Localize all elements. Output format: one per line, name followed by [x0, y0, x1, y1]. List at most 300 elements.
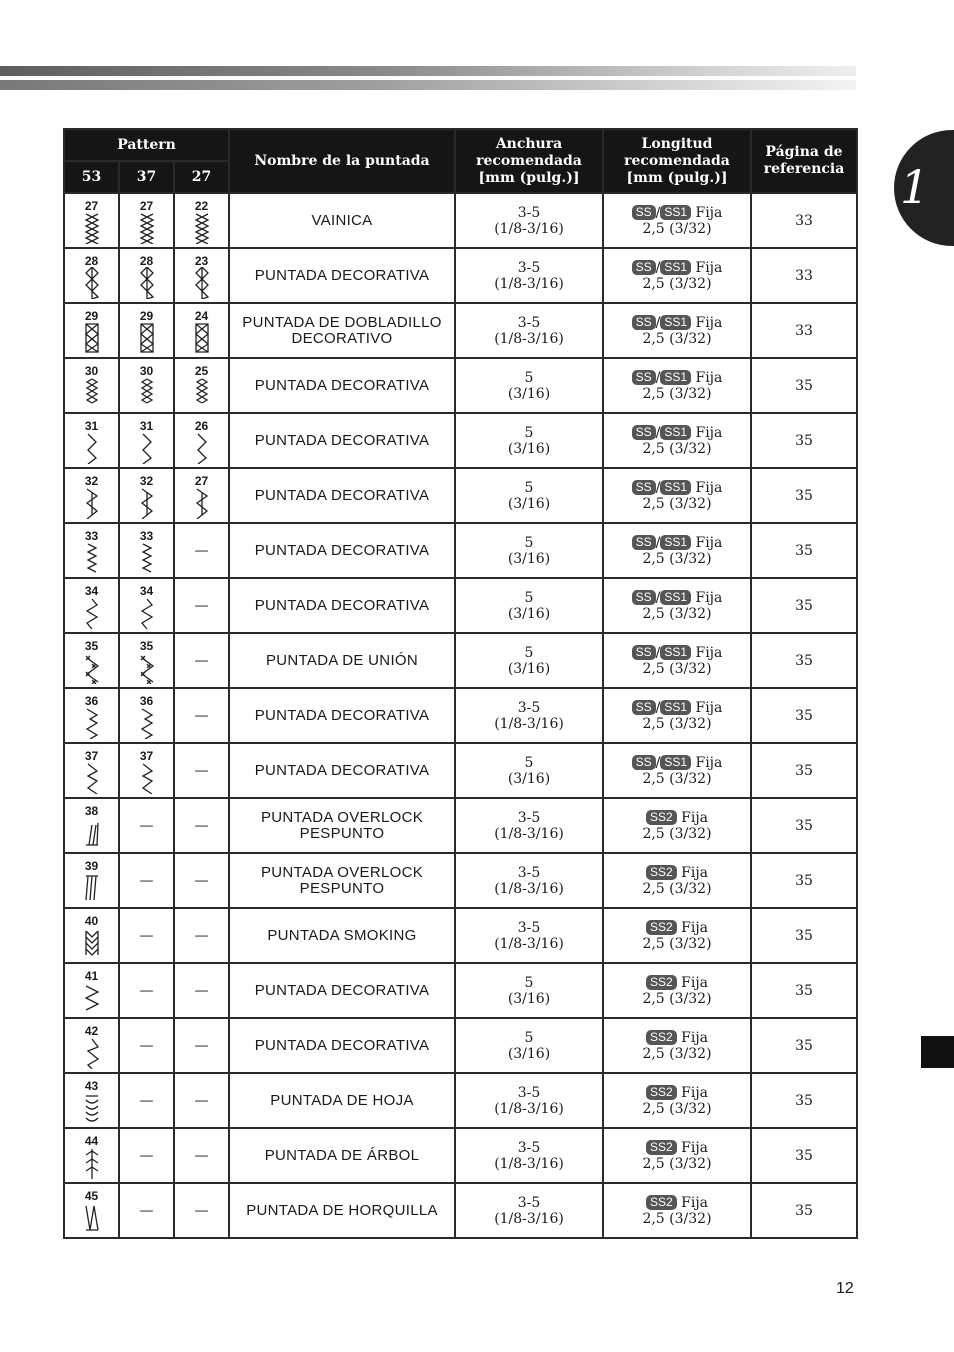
length-cell	[603, 743, 751, 798]
stitch-name: PUNTADA DECORATIVA	[229, 358, 455, 413]
presser-foot-badge: SS	[632, 645, 656, 660]
slash-separator: /	[655, 754, 661, 771]
slash-separator: /	[655, 369, 661, 386]
width-cell	[455, 358, 603, 413]
width-value: 3-5	[517, 919, 541, 936]
pattern-cell	[119, 908, 174, 963]
header-page: Página de referencia	[751, 129, 857, 193]
length-cell	[603, 1073, 751, 1128]
width-cell	[455, 1018, 603, 1073]
width-value: 3-5	[517, 1194, 541, 1211]
stitch-pattern-icon	[84, 487, 100, 519]
presser-foot-line	[604, 590, 750, 606]
width-inches: (1/8-3/16)	[494, 1155, 564, 1172]
pattern-number: 32	[139, 473, 154, 488]
pattern-number: 27	[139, 198, 154, 213]
pattern-number: 30	[84, 363, 99, 378]
pattern-cell	[119, 303, 174, 358]
pattern-number: 28	[139, 253, 154, 268]
header-stripe-top	[0, 66, 856, 76]
pattern-cell	[64, 1073, 119, 1128]
dash-mark: —	[139, 982, 154, 999]
header-name: Nombre de la puntada	[229, 129, 455, 193]
presser-foot-line	[604, 260, 750, 276]
reference-page: 33	[751, 193, 857, 248]
width-value: 3-5	[517, 864, 541, 881]
presser-foot-line	[604, 920, 750, 936]
length-value: 2,5 (3/32)	[642, 990, 712, 1007]
presser-foot-badge: SS2	[646, 920, 677, 935]
width-inches: (1/8-3/16)	[494, 330, 564, 347]
dash-mark: —	[139, 872, 154, 889]
pattern-number: 31	[139, 418, 154, 433]
width-value: 5	[524, 534, 534, 551]
reference-page: 33	[751, 248, 857, 303]
pattern-cell	[174, 468, 229, 523]
reference-page: 35	[751, 1073, 857, 1128]
stitch-pattern-icon	[84, 707, 100, 739]
pattern-cell	[64, 413, 119, 468]
table-row	[64, 1183, 857, 1238]
pattern-number: 37	[84, 748, 99, 763]
width-cell	[455, 963, 603, 1018]
pattern-cell	[119, 1018, 174, 1073]
length-cell	[603, 468, 751, 523]
presser-foot-line	[604, 480, 750, 496]
reference-page: 35	[751, 688, 857, 743]
dash-mark: —	[194, 927, 209, 944]
width-inches: (1/8-3/16)	[494, 935, 564, 952]
stitch-pattern-icon	[139, 707, 155, 739]
pattern-cell	[174, 908, 229, 963]
pattern-cell	[174, 688, 229, 743]
stitch-name: PUNTADA DE ÁRBOL	[229, 1128, 455, 1183]
dash-mark: —	[139, 817, 154, 834]
reference-page: 35	[751, 523, 857, 578]
pattern-cell	[119, 1128, 174, 1183]
table-row	[64, 743, 857, 798]
pattern-number: 41	[84, 968, 99, 983]
width-value: 5	[524, 1029, 534, 1046]
width-cell	[455, 468, 603, 523]
header-code-37: 37	[119, 161, 174, 193]
length-cell	[603, 413, 751, 468]
presser-foot-badge: SS	[632, 260, 656, 275]
fixed-label: Fija	[695, 259, 723, 276]
section-marker	[921, 1036, 954, 1068]
pattern-number: 34	[84, 583, 99, 598]
presser-foot-badge: SS2	[646, 1030, 677, 1045]
length-cell	[603, 303, 751, 358]
presser-foot-badge: SS1	[660, 645, 691, 660]
dash-mark: —	[194, 542, 209, 559]
slash-separator: /	[655, 314, 661, 331]
pattern-number: 38	[84, 803, 99, 818]
fixed-label: Fija	[695, 369, 723, 386]
dash-mark: —	[194, 762, 209, 779]
dash-mark: —	[139, 1147, 154, 1164]
width-cell	[455, 1183, 603, 1238]
pattern-cell	[64, 853, 119, 908]
width-value: 3-5	[517, 1139, 541, 1156]
pattern-cell	[119, 578, 174, 633]
length-value: 2,5 (3/32)	[642, 715, 712, 732]
dash-mark: —	[194, 1037, 209, 1054]
table-row	[64, 468, 857, 523]
slash-separator: /	[655, 204, 661, 221]
pattern-number: 26	[194, 418, 209, 433]
length-cell	[603, 1128, 751, 1183]
pattern-cell	[174, 798, 229, 853]
presser-foot-badge: SS	[632, 590, 656, 605]
fixed-label: Fija	[695, 699, 723, 716]
reference-page: 35	[751, 908, 857, 963]
presser-foot-line	[604, 205, 750, 221]
width-inches: (3/16)	[507, 495, 551, 512]
width-inches: (3/16)	[507, 605, 551, 622]
stitch-pattern-icon	[194, 322, 210, 354]
header-code-53: 53	[64, 161, 119, 193]
presser-foot-badge: SS1	[660, 370, 691, 385]
width-inches: (3/16)	[507, 660, 551, 677]
pattern-cell	[64, 908, 119, 963]
presser-foot-badge: SS	[632, 755, 656, 770]
pattern-number: 33	[84, 528, 99, 543]
table-row	[64, 798, 857, 853]
stitch-pattern-icon	[194, 487, 210, 519]
presser-foot-badge: SS2	[646, 810, 677, 825]
stitch-name: PUNTADA OVERLOCK PESPUNTO	[229, 853, 455, 908]
table-row	[64, 413, 857, 468]
pattern-cell	[174, 578, 229, 633]
pattern-number: 23	[194, 253, 209, 268]
pattern-cell	[64, 1183, 119, 1238]
dash-mark: —	[139, 1202, 154, 1219]
width-value: 3-5	[517, 809, 541, 826]
stitch-pattern-icon	[139, 762, 155, 794]
stitch-pattern-icon	[194, 432, 210, 464]
length-cell	[603, 963, 751, 1018]
length-value: 2,5 (3/32)	[642, 660, 712, 677]
width-value: 5	[524, 424, 534, 441]
width-cell	[455, 523, 603, 578]
stitch-pattern-icon	[194, 377, 210, 409]
pattern-number: 34	[139, 583, 154, 598]
fixed-label: Fija	[681, 974, 709, 991]
presser-foot-line	[604, 810, 750, 826]
stitch-pattern-icon	[84, 1092, 100, 1124]
presser-foot-line	[604, 865, 750, 881]
pattern-cell	[64, 303, 119, 358]
reference-page: 35	[751, 798, 857, 853]
dash-mark: —	[194, 817, 209, 834]
presser-foot-line	[604, 975, 750, 991]
dash-mark: —	[139, 927, 154, 944]
stitch-name: PUNTADA DECORATIVA	[229, 743, 455, 798]
length-cell	[603, 633, 751, 688]
pattern-cell	[174, 963, 229, 1018]
slash-separator: /	[655, 259, 661, 276]
fixed-label: Fija	[681, 919, 709, 936]
dash-mark: —	[194, 597, 209, 614]
length-value: 2,5 (3/32)	[642, 605, 712, 622]
stitch-name: PUNTADA OVERLOCK PESPUNTO	[229, 798, 455, 853]
table-row	[64, 1018, 857, 1073]
page-number: 12	[836, 1280, 854, 1297]
pattern-number: 25	[194, 363, 209, 378]
stitch-pattern-icon	[139, 267, 155, 299]
presser-foot-line	[604, 1140, 750, 1156]
stitch-pattern-icon	[84, 377, 100, 409]
header-width: Anchura recomendada [mm (pulg.)]	[455, 129, 603, 193]
pattern-number: 31	[84, 418, 99, 433]
width-value: 3-5	[517, 204, 541, 221]
stitch-name: PUNTADA DECORATIVA	[229, 468, 455, 523]
pattern-cell	[119, 193, 174, 248]
width-value: 3-5	[517, 699, 541, 716]
pattern-cell	[119, 1183, 174, 1238]
width-cell	[455, 578, 603, 633]
width-inches: (1/8-3/16)	[494, 1100, 564, 1117]
pattern-number: 37	[139, 748, 154, 763]
reference-page: 35	[751, 358, 857, 413]
stitch-pattern-icon	[139, 542, 155, 574]
pattern-cell	[119, 248, 174, 303]
presser-foot-badge: SS	[632, 370, 656, 385]
fixed-label: Fija	[681, 864, 709, 881]
width-cell	[455, 688, 603, 743]
width-cell	[455, 908, 603, 963]
presser-foot-badge: SS1	[660, 205, 691, 220]
reference-page: 35	[751, 1128, 857, 1183]
pattern-number: 42	[84, 1023, 99, 1038]
stitch-pattern-icon	[139, 597, 155, 629]
fixed-label: Fija	[695, 644, 723, 661]
length-value: 2,5 (3/32)	[642, 385, 712, 402]
presser-foot-badge: SS	[632, 535, 656, 550]
table-row	[64, 578, 857, 633]
dash-mark: —	[194, 652, 209, 669]
presser-foot-badge: SS1	[660, 590, 691, 605]
presser-foot-badge: SS1	[660, 700, 691, 715]
length-value: 2,5 (3/32)	[642, 330, 712, 347]
length-value: 2,5 (3/32)	[642, 935, 712, 952]
stitch-pattern-icon	[84, 597, 100, 629]
table-row	[64, 853, 857, 908]
reference-page: 35	[751, 963, 857, 1018]
pattern-cell	[174, 743, 229, 798]
slash-separator: /	[655, 479, 661, 496]
pattern-cell	[119, 633, 174, 688]
length-value: 2,5 (3/32)	[642, 440, 712, 457]
width-value: 3-5	[517, 1084, 541, 1101]
pattern-cell	[174, 633, 229, 688]
presser-foot-badge: SS2	[646, 1140, 677, 1155]
width-inches: (1/8-3/16)	[494, 880, 564, 897]
pattern-number: 35	[139, 638, 154, 653]
stitch-name: PUNTADA DECORATIVA	[229, 523, 455, 578]
width-value: 5	[524, 974, 534, 991]
pattern-cell	[64, 578, 119, 633]
presser-foot-badge: SS	[632, 480, 656, 495]
pattern-cell	[64, 743, 119, 798]
width-value: 3-5	[517, 259, 541, 276]
length-value: 2,5 (3/32)	[642, 880, 712, 897]
slash-separator: /	[655, 534, 661, 551]
length-cell	[603, 193, 751, 248]
stitch-pattern-icon	[139, 377, 155, 409]
table-row	[64, 1128, 857, 1183]
fixed-label: Fija	[695, 589, 723, 606]
length-value: 2,5 (3/32)	[642, 825, 712, 842]
pattern-number: 36	[84, 693, 99, 708]
pattern-number: 29	[84, 308, 99, 323]
pattern-cell	[64, 358, 119, 413]
pattern-cell	[119, 1073, 174, 1128]
reference-page: 35	[751, 853, 857, 908]
width-inches: (1/8-3/16)	[494, 220, 564, 237]
pattern-cell	[64, 798, 119, 853]
pattern-cell	[174, 1073, 229, 1128]
width-inches: (3/16)	[507, 1045, 551, 1062]
stitch-name: PUNTADA DECORATIVA	[229, 688, 455, 743]
presser-foot-line	[604, 755, 750, 771]
header-stripe-bottom	[0, 80, 856, 90]
width-inches: (3/16)	[507, 990, 551, 1007]
pattern-number: 28	[84, 253, 99, 268]
stitch-pattern-icon	[139, 652, 155, 684]
length-cell	[603, 798, 751, 853]
reference-page: 35	[751, 1018, 857, 1073]
reference-page: 33	[751, 303, 857, 358]
presser-foot-badge: SS1	[660, 315, 691, 330]
presser-foot-line	[604, 1195, 750, 1211]
slash-separator: /	[655, 424, 661, 441]
length-value: 2,5 (3/32)	[642, 1100, 712, 1117]
presser-foot-line	[604, 315, 750, 331]
stitch-name: PUNTADA DE HOJA	[229, 1073, 455, 1128]
table-row	[64, 1073, 857, 1128]
dash-mark: —	[194, 1202, 209, 1219]
dash-mark: —	[194, 707, 209, 724]
stitch-name: PUNTADA SMOKING	[229, 908, 455, 963]
pattern-cell	[174, 1183, 229, 1238]
length-value: 2,5 (3/32)	[642, 1155, 712, 1172]
length-cell	[603, 358, 751, 413]
table-row	[64, 523, 857, 578]
presser-foot-line	[604, 1030, 750, 1046]
stitch-pattern-icon	[84, 927, 100, 959]
width-value: 3-5	[517, 314, 541, 331]
stitch-name: PUNTADA DE HORQUILLA	[229, 1183, 455, 1238]
table-row	[64, 248, 857, 303]
fixed-label: Fija	[681, 1139, 709, 1156]
width-inches: (3/16)	[507, 770, 551, 787]
slash-separator: /	[655, 699, 661, 716]
stitch-pattern-icon	[84, 432, 100, 464]
stitch-pattern-icon	[84, 1037, 100, 1069]
fixed-label: Fija	[695, 424, 723, 441]
stitch-pattern-icon	[194, 267, 210, 299]
pattern-cell	[64, 523, 119, 578]
header-pattern: Pattern	[64, 129, 229, 161]
stitch-pattern-icon	[139, 212, 155, 244]
presser-foot-badge: SS1	[660, 260, 691, 275]
length-value: 2,5 (3/32)	[642, 770, 712, 787]
length-cell	[603, 688, 751, 743]
pattern-number: 29	[139, 308, 154, 323]
width-inches: (1/8-3/16)	[494, 825, 564, 842]
pattern-cell	[64, 963, 119, 1018]
table-row	[64, 633, 857, 688]
pattern-number: 30	[139, 363, 154, 378]
presser-foot-badge: SS	[632, 205, 656, 220]
stitch-pattern-icon	[84, 1202, 100, 1234]
stitch-name: PUNTADA DE UNIÓN	[229, 633, 455, 688]
pattern-cell	[119, 688, 174, 743]
pattern-cell	[64, 1128, 119, 1183]
width-cell	[455, 413, 603, 468]
width-cell	[455, 853, 603, 908]
pattern-cell	[119, 798, 174, 853]
pattern-cell	[64, 468, 119, 523]
length-cell	[603, 1018, 751, 1073]
fixed-label: Fija	[681, 809, 709, 826]
presser-foot-badge: SS1	[660, 535, 691, 550]
fixed-label: Fija	[681, 1084, 709, 1101]
pattern-number: 35	[84, 638, 99, 653]
width-value: 5	[524, 644, 534, 661]
width-inches: (1/8-3/16)	[494, 275, 564, 292]
presser-foot-line	[604, 700, 750, 716]
length-value: 2,5 (3/32)	[642, 495, 712, 512]
pattern-cell	[174, 1128, 229, 1183]
stitch-name: PUNTADA DECORATIVA	[229, 413, 455, 468]
stitch-name: PUNTADA DECORATIVA	[229, 1018, 455, 1073]
pattern-number: 32	[84, 473, 99, 488]
length-cell	[603, 1183, 751, 1238]
table-row	[64, 358, 857, 413]
dash-mark: —	[194, 872, 209, 889]
pattern-cell	[119, 743, 174, 798]
pattern-cell	[174, 303, 229, 358]
length-value: 2,5 (3/32)	[642, 220, 712, 237]
presser-foot-line	[604, 425, 750, 441]
stitch-pattern-icon	[139, 432, 155, 464]
stitch-name: PUNTADA DECORATIVA	[229, 578, 455, 633]
pattern-cell	[119, 358, 174, 413]
presser-foot-badge: SS2	[646, 1195, 677, 1210]
dash-mark: —	[139, 1037, 154, 1054]
reference-page: 35	[751, 1183, 857, 1238]
pattern-number: 39	[84, 858, 99, 873]
width-cell	[455, 743, 603, 798]
table-row	[64, 193, 857, 248]
width-cell	[455, 633, 603, 688]
presser-foot-line	[604, 1085, 750, 1101]
length-cell	[603, 908, 751, 963]
fixed-label: Fija	[681, 1029, 709, 1046]
pattern-number: 27	[84, 198, 99, 213]
presser-foot-badge: SS2	[646, 1085, 677, 1100]
stitch-pattern-icon	[139, 322, 155, 354]
pattern-cell	[119, 853, 174, 908]
presser-foot-badge: SS1	[660, 755, 691, 770]
pattern-cell	[174, 248, 229, 303]
pattern-number: 24	[194, 308, 209, 323]
width-cell	[455, 303, 603, 358]
dash-mark: —	[139, 1092, 154, 1109]
